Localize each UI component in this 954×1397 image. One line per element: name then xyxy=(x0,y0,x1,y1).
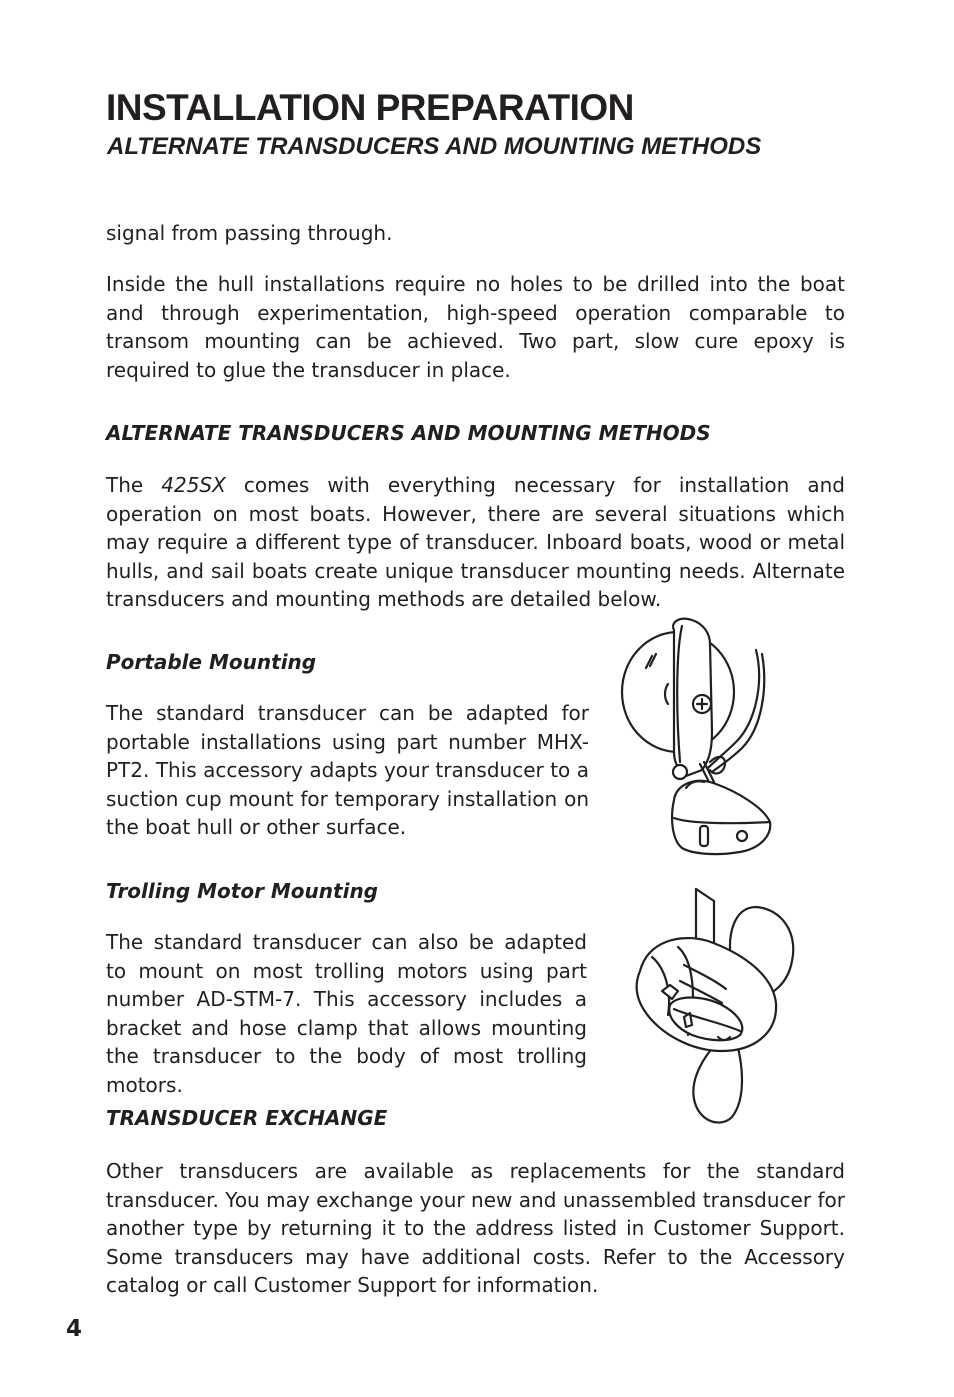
trolling-motor-mounting-paragraph: The standard transducer can also be adapted to mount on most trolling motors using part number AD-STM-7. This accessory includes a bracket and hose clamp that allows mounting the transducer to the body of most trolling motors. xyxy=(106,930,587,1097)
inside-hull-paragraph: Inside the hull installations require no holes to be drilled into the boat and through experimentation, high-speed operation comparable to transom mounting can be achieved. Two part, slow cure epoxy is required to glue the transducer in place. xyxy=(106,272,845,382)
page-subtitle: ALTERNATE TRANSDUCERS AND MOUNTING METHODS xyxy=(107,133,762,160)
transducer-exchange-paragraph: Other transducers are available as replacements for the standard transducer. You may exchange your new and unassembled transducer for another type by returning it to the address listed in Customer Support. Some transducers may have additional costs. Refer to the Accessory catalog or call Customer Support for information. xyxy=(106,1159,845,1297)
alternate-para-rest: comes with everything necessary for installation and operation on most boats. However, there are several situations which may require a different type of transducer. Inboard boats, wood or metal hulls, and sail boats create unique transducer mounting needs. Alternate transducers and mounting methods are detailed below. xyxy=(106,473,845,611)
suction-cup-mount-illustration xyxy=(616,612,776,862)
page-number: 4 xyxy=(66,1316,83,1342)
alternate-transducers-paragraph xyxy=(106,471,845,614)
trolling-motor-mount-illustration xyxy=(622,885,800,1125)
model-name: 425SX xyxy=(161,473,226,497)
portable-mounting-heading: Portable Mounting xyxy=(106,650,317,674)
alternate-para-prefix: The xyxy=(106,473,162,497)
intro-continued-text: signal from passing through. xyxy=(106,221,393,245)
portable-mounting-paragraph: The standard transducer can be adapted for portable installations using part number MHX-PT2. This accessory adapts your transducer to a suction cup mount for temporary installation on the boat hull or other surface. xyxy=(106,701,589,839)
page-title: INSTALLATION PREPARATION xyxy=(106,87,634,128)
alternate-transducers-heading: ALTERNATE TRANSDUCERS AND MOUNTING METHODS xyxy=(106,421,711,445)
transducer-exchange-heading: TRANSDUCER EXCHANGE xyxy=(106,1106,388,1130)
trolling-motor-mounting-heading: Trolling Motor Mounting xyxy=(106,879,378,903)
